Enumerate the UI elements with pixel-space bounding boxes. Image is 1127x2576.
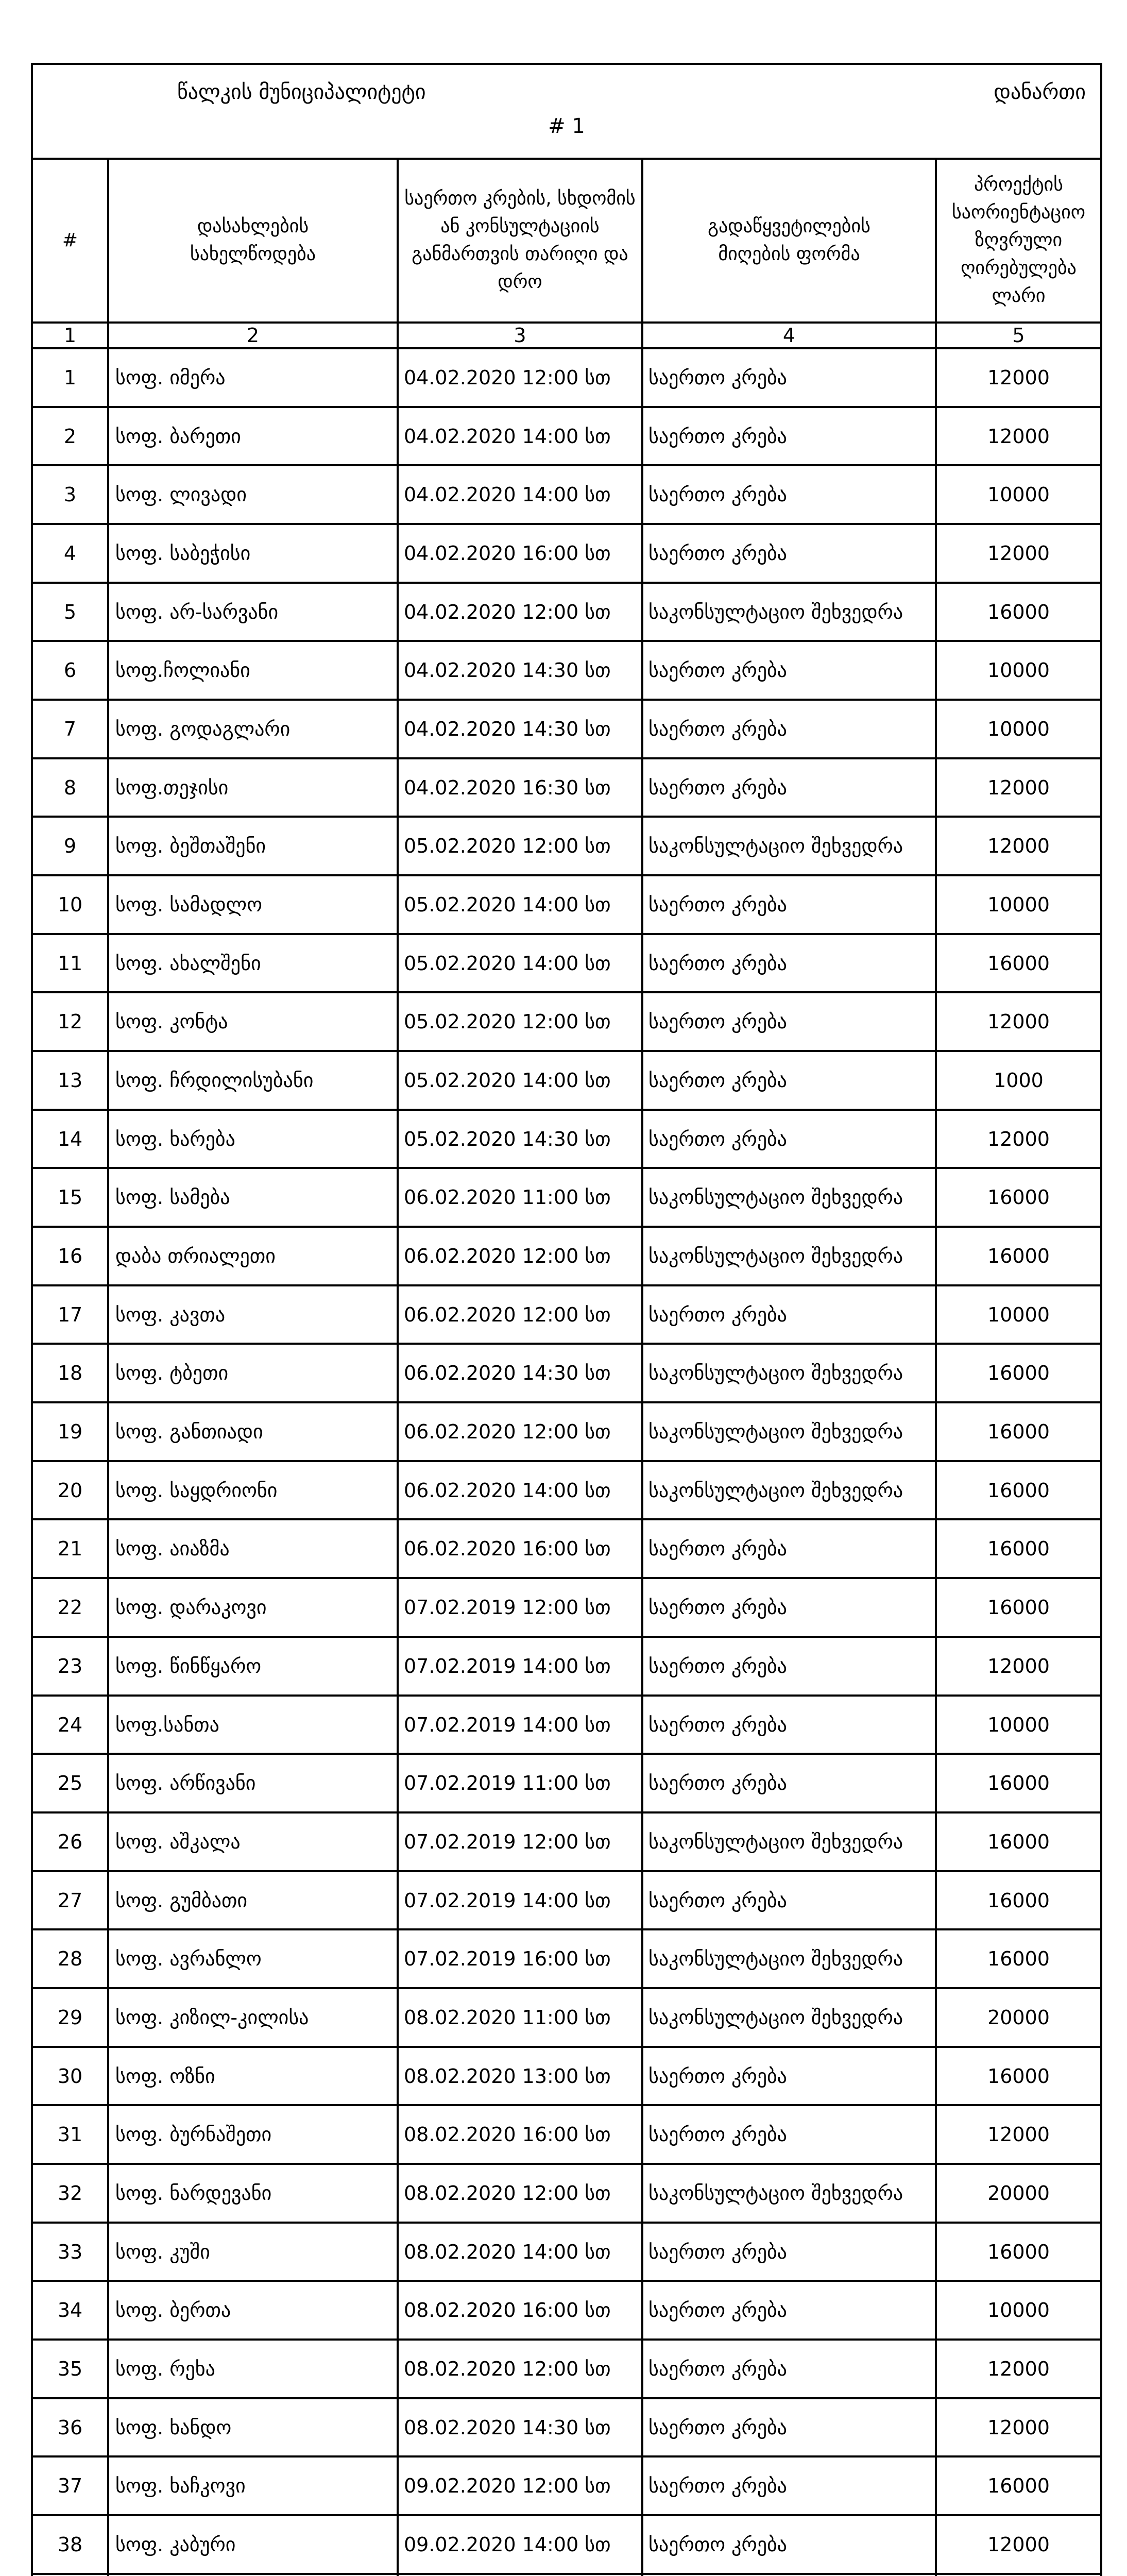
meeting-datetime: 06.02.2020 12:00 სთ <box>398 1402 642 1461</box>
row-number: 11 <box>32 934 108 992</box>
decision-form-text: საერთო კრება <box>648 2416 787 2439</box>
decision-form <box>642 1754 936 1812</box>
decision-form <box>642 1578 936 1637</box>
settlement-name: სოფ. ხანდო <box>108 2398 398 2456</box>
settlement-name: სოფ. სამადლო <box>108 875 398 934</box>
table-row <box>32 1344 1101 1402</box>
decision-form-text: საერთო კრება <box>648 718 787 740</box>
decision-form-text: საერთო კრება <box>648 1713 787 1736</box>
settlement-name: სოფ. ბერთა <box>108 2281 398 2340</box>
row-number: 2 <box>32 407 108 465</box>
project-cost: 12000 <box>936 817 1101 875</box>
row-number: 32 <box>32 2164 108 2223</box>
project-cost: 12000 <box>936 758 1101 817</box>
column-header-label: საერთო კრების, სხდომის ან კონსულტაციის განმართვის თარიღი და დრო <box>404 188 636 293</box>
decision-form <box>642 1929 936 1988</box>
decision-form <box>642 2340 936 2398</box>
decision-form <box>642 641 936 700</box>
table-row <box>32 2105 1101 2164</box>
meeting-datetime: 08.02.2020 13:00 სთ <box>398 2047 642 2105</box>
settlement-name: სოფ. ახალშენი <box>108 934 398 992</box>
table-row <box>32 875 1101 934</box>
decision-form-text: საერთო კრება <box>648 1772 787 1794</box>
row-number: 3 <box>32 465 108 524</box>
table-row <box>32 1168 1101 1227</box>
meeting-datetime <box>398 2574 642 2576</box>
meeting-datetime: 05.02.2020 12:00 სთ <box>398 817 642 875</box>
decision-form <box>642 2164 936 2223</box>
project-cost: 12000 <box>936 1637 1101 1696</box>
table-row <box>32 1519 1101 1578</box>
decision-form-text: საერთო კრება <box>648 659 787 682</box>
column-header-row <box>32 159 1101 323</box>
column-number: 4 <box>642 323 936 348</box>
decision-form <box>642 2281 936 2340</box>
row-number: 38 <box>32 2515 108 2574</box>
decision-form-text: საერთო კრება <box>648 425 787 448</box>
decision-form-text: საერთო კრება <box>648 2533 787 2556</box>
settlement-name: სოფ. არ-სარვანი <box>108 583 398 641</box>
table-row <box>32 1402 1101 1461</box>
table-row <box>32 2574 1101 2576</box>
table-row <box>32 1227 1101 1285</box>
meeting-datetime: 05.02.2020 14:00 სთ <box>398 934 642 992</box>
decision-form <box>642 934 936 992</box>
decision-form-text: საერთო კრება <box>648 483 787 506</box>
meeting-datetime: 04.02.2020 14:30 სთ <box>398 641 642 700</box>
meeting-datetime: 05.02.2020 14:00 სთ <box>398 1051 642 1110</box>
settlement-name: სოფ. რეხა <box>108 2340 398 2398</box>
settlement-name: სოფ. საყდრიონი <box>108 1461 398 1519</box>
row-number: 13 <box>32 1051 108 1110</box>
decision-form-text: საკონსულტაციო შეხვედრა <box>648 1186 903 1209</box>
decision-form <box>642 1519 936 1578</box>
meeting-datetime: 08.02.2020 16:00 სთ <box>398 2105 642 2164</box>
project-cost: 20000 <box>936 2164 1101 2223</box>
settlement-name: დაბა თრიალეთი <box>108 1227 398 1285</box>
project-cost: 16000 <box>936 934 1101 992</box>
meeting-datetime: 07.02.2019 14:00 სთ <box>398 1871 642 1929</box>
table-row <box>32 2164 1101 2223</box>
decision-form-text: საკონსულტაციო შეხვედრა <box>648 2182 903 2205</box>
decision-form-text: საერთო კრება <box>648 1010 787 1033</box>
decision-form-text: საერთო კრება <box>648 952 787 975</box>
project-cost: 16000 <box>936 1578 1101 1637</box>
meeting-datetime: 07.02.2019 14:00 სთ <box>398 1637 642 1696</box>
table-row <box>32 1285 1101 1344</box>
decision-form-text: საერთო კრება <box>648 366 787 389</box>
settlement-name: სოფ.ჩოლიანი <box>108 641 398 700</box>
meeting-datetime: 07.02.2019 12:00 სთ <box>398 1578 642 1637</box>
settlement-name: სოფ. აიაზმა <box>108 1519 398 1578</box>
project-cost: 16000 <box>936 1461 1101 1519</box>
row-number: 14 <box>32 1110 108 1168</box>
row-number: 16 <box>32 1227 108 1285</box>
meeting-datetime: 04.02.2020 14:00 სთ <box>398 465 642 524</box>
table-row <box>32 1578 1101 1637</box>
meeting-datetime: 05.02.2020 12:00 სთ <box>398 992 642 1051</box>
decision-form <box>642 2047 936 2105</box>
settlement-name: სოფ. ბეშთაშენი <box>108 817 398 875</box>
row-number: 36 <box>32 2398 108 2456</box>
decision-form <box>642 1871 936 1929</box>
column-number: 3 <box>398 323 642 348</box>
table-row <box>32 1637 1101 1696</box>
table-row <box>32 524 1101 583</box>
decision-form-text: საკონსულტაციო შეხვედრა <box>648 835 903 857</box>
municipality-title: წალკის მუნიციპალიტეტი <box>177 80 426 104</box>
decision-form-text: საერთო კრება <box>648 2299 787 2321</box>
table-row <box>32 758 1101 817</box>
project-cost: 10000 <box>936 465 1101 524</box>
project-cost: 12000 <box>936 407 1101 465</box>
meeting-datetime: 07.02.2019 14:00 სთ <box>398 1696 642 1754</box>
row-number: 37 <box>32 2456 108 2515</box>
column-number: 2 <box>108 323 398 348</box>
decision-form-text: საერთო კრება <box>648 1537 787 1560</box>
meeting-datetime: 06.02.2020 16:00 სთ <box>398 1519 642 1578</box>
project-cost: 12000 <box>936 524 1101 583</box>
meeting-datetime: 08.02.2020 12:00 სთ <box>398 2164 642 2223</box>
settlement-name: სოფ. დარაკოვი <box>108 1578 398 1637</box>
row-number: 28 <box>32 1929 108 1988</box>
settlement-name: სოფ. წინწყარო <box>108 1637 398 1696</box>
settlement-name: სოფ.სანთა <box>108 1696 398 1754</box>
row-number: 33 <box>32 2223 108 2281</box>
decision-form-text: საერთო კრება <box>648 1655 787 1677</box>
meeting-datetime: 08.02.2020 16:00 სთ <box>398 2281 642 2340</box>
project-cost: 12000 <box>936 2105 1101 2164</box>
decision-form <box>642 524 936 583</box>
row-number: 6 <box>32 641 108 700</box>
table-row <box>32 2456 1101 2515</box>
settlement-name: სოფ. ჩრდილისუბანი <box>108 1051 398 1110</box>
decision-form-text: საერთო კრება <box>648 2064 787 2088</box>
settlement-name: სოფ. გოდაგლარი <box>108 700 398 758</box>
appendix-label: დანართი <box>994 80 1086 104</box>
decision-form-text: საერთო კრება <box>648 1596 787 1619</box>
meeting-datetime: 04.02.2020 16:00 სთ <box>398 524 642 583</box>
decision-form-text: საკონსულტაციო შეხვედრა <box>648 1831 903 1853</box>
table-row <box>32 2340 1101 2398</box>
meeting-datetime: 06.02.2020 12:00 სთ <box>398 1285 642 1344</box>
meeting-datetime: 04.02.2020 16:30 სთ <box>398 758 642 817</box>
decision-form-text: საკონსულტაციო შეხვედრა <box>648 1479 903 1502</box>
table-row <box>32 1461 1101 1519</box>
project-cost: 12000 <box>936 348 1101 407</box>
decision-form-text: საერთო კრება <box>648 1127 787 1150</box>
decision-form-text: საერთო კრება <box>648 1303 787 1326</box>
decision-form-text: საერთო კრება <box>648 893 787 916</box>
decision-form-text: საკონსულტაციო შეხვედრა <box>648 2006 903 2029</box>
column-number: 1 <box>32 323 108 348</box>
column-header <box>108 159 398 323</box>
row-number: 21 <box>32 1519 108 1578</box>
row-number <box>32 2574 108 2576</box>
row-number: 22 <box>32 1578 108 1637</box>
project-cost: 16000 <box>936 1929 1101 1988</box>
table-row <box>32 1812 1101 1871</box>
project-cost: 12000 <box>936 992 1101 1051</box>
table-row <box>32 1754 1101 1812</box>
row-number: 34 <box>32 2281 108 2340</box>
decision-form <box>642 1988 936 2047</box>
meeting-datetime: 08.02.2020 12:00 სთ <box>398 2340 642 2398</box>
appendix-number: # 1 <box>548 114 585 138</box>
settlement-name: სოფ. ტბეთი <box>108 1344 398 1402</box>
decision-form <box>642 1227 936 1285</box>
decision-form <box>642 1285 936 1344</box>
meeting-datetime: 06.02.2020 12:00 სთ <box>398 1227 642 1285</box>
table-row <box>32 2047 1101 2105</box>
decision-form <box>642 1461 936 1519</box>
project-cost: 10000 <box>936 2281 1101 2340</box>
meeting-datetime: 06.02.2020 14:30 სთ <box>398 1344 642 1402</box>
settlement-name: სოფ. ხარება <box>108 1110 398 1168</box>
project-cost: 16000 <box>936 1227 1101 1285</box>
title-cell <box>32 64 1101 159</box>
decision-form <box>642 2456 936 2515</box>
settlement-name: სოფ. კავთა <box>108 1285 398 1344</box>
meeting-datetime: 06.02.2020 14:00 სთ <box>398 1461 642 1519</box>
row-number: 10 <box>32 875 108 934</box>
row-number: 30 <box>32 2047 108 2105</box>
row-number: 5 <box>32 583 108 641</box>
decision-form <box>642 583 936 641</box>
table-row <box>32 465 1101 524</box>
project-cost: 16000 <box>936 1812 1101 1871</box>
settlement-name: სოფ. ნარდევანი <box>108 2164 398 2223</box>
project-cost: 12000 <box>936 2398 1101 2456</box>
table-row <box>32 700 1101 758</box>
decision-form <box>642 1344 936 1402</box>
decision-form <box>642 817 936 875</box>
table-row <box>32 1696 1101 1754</box>
table-row <box>32 2398 1101 2456</box>
column-header-label: დასახლების სახელწოდება <box>190 216 316 265</box>
settlement-name: სოფ. კუში <box>108 2223 398 2281</box>
row-number: 26 <box>32 1812 108 1871</box>
decision-form <box>642 1168 936 1227</box>
project-cost: 12000 <box>936 2515 1101 2574</box>
project-cost <box>936 2574 1101 2576</box>
decision-form <box>642 1637 936 1696</box>
decision-form-text: საერთო კრება <box>648 2475 787 2497</box>
decision-form <box>642 1696 936 1754</box>
decision-form <box>642 2515 936 2574</box>
decision-form <box>642 1812 936 1871</box>
row-number: 12 <box>32 992 108 1051</box>
meeting-datetime: 08.02.2020 11:00 სთ <box>398 1988 642 2047</box>
decision-form <box>642 2105 936 2164</box>
settlement-name: სოფ. საბეჭისი <box>108 524 398 583</box>
decision-form <box>642 1051 936 1110</box>
row-number: 18 <box>32 1344 108 1402</box>
decision-form-text: საკონსულტაციო შეხვედრა <box>648 1947 903 1970</box>
meeting-datetime: 09.02.2020 12:00 სთ <box>398 2456 642 2515</box>
column-header <box>642 159 936 323</box>
settlement-name: სოფ. არწივანი <box>108 1754 398 1812</box>
meeting-datetime: 06.02.2020 11:00 სთ <box>398 1168 642 1227</box>
column-header <box>936 159 1101 323</box>
decision-form-text: საკონსულტაციო შეხვედრა <box>648 600 903 623</box>
decision-form-text: საერთო კრება <box>648 542 787 565</box>
settlement-name <box>108 2574 398 2576</box>
meeting-datetime: 04.02.2020 12:00 სთ <box>398 348 642 407</box>
decision-form-text: საკონსულტაციო შეხვედრა <box>648 1362 903 1384</box>
table-row <box>32 2281 1101 2340</box>
table-row <box>32 934 1101 992</box>
row-number: 25 <box>32 1754 108 1812</box>
decision-form <box>642 1110 936 1168</box>
project-cost: 20000 <box>936 1988 1101 2047</box>
settlement-name: სოფ. ლივადი <box>108 465 398 524</box>
meeting-datetime: 08.02.2020 14:30 სთ <box>398 2398 642 2456</box>
table-row <box>32 992 1101 1051</box>
decision-form-text: საკონსულტაციო შეხვედრა <box>648 1420 903 1443</box>
table-row <box>32 1051 1101 1110</box>
row-number: 15 <box>32 1168 108 1227</box>
table-row <box>32 348 1101 407</box>
project-cost: 16000 <box>936 583 1101 641</box>
settlement-name: სოფ. ბურნაშეთი <box>108 2105 398 2164</box>
meeting-datetime: 07.02.2019 16:00 სთ <box>398 1929 642 1988</box>
table-row <box>32 2515 1101 2574</box>
row-number: 4 <box>32 524 108 583</box>
project-cost: 12000 <box>936 1110 1101 1168</box>
project-cost: 16000 <box>936 1344 1101 1402</box>
settlement-name: სოფ. ოზნი <box>108 2047 398 2105</box>
decision-form <box>642 407 936 465</box>
project-cost: 16000 <box>936 1168 1101 1227</box>
meeting-datetime: 04.02.2020 12:00 სთ <box>398 583 642 641</box>
column-header-label: პროექტის საორიენტაციო ზღვრული ღირებულება ლარი <box>951 174 1086 307</box>
column-header <box>32 159 108 323</box>
project-cost: 10000 <box>936 875 1101 934</box>
decision-form <box>642 758 936 817</box>
project-cost: 12000 <box>936 2340 1101 2398</box>
project-cost: 16000 <box>936 1402 1101 1461</box>
project-cost: 10000 <box>936 1285 1101 1344</box>
meeting-datetime: 04.02.2020 14:30 სთ <box>398 700 642 758</box>
decision-form-text: საერთო კრება <box>648 2123 787 2146</box>
table-row <box>32 817 1101 875</box>
table-row <box>32 1871 1101 1929</box>
decision-form-text: საერთო კრება <box>648 2240 787 2263</box>
meeting-datetime: 09.02.2020 14:00 სთ <box>398 2515 642 2574</box>
table-row <box>32 1988 1101 2047</box>
settlement-name: სოფ.თეჯისი <box>108 758 398 817</box>
decision-form <box>642 992 936 1051</box>
row-number: 9 <box>32 817 108 875</box>
row-number: 27 <box>32 1871 108 1929</box>
meeting-datetime: 05.02.2020 14:30 სთ <box>398 1110 642 1168</box>
decision-form-text: საერთო კრება <box>648 2358 787 2380</box>
meeting-datetime: 08.02.2020 14:00 სთ <box>398 2223 642 2281</box>
decision-form-text: საერთო კრება <box>648 1889 787 1912</box>
settlement-name: სოფ. ხაჩკოვი <box>108 2456 398 2515</box>
table-row <box>32 641 1101 700</box>
project-cost: 16000 <box>936 2223 1101 2281</box>
column-number: 5 <box>936 323 1101 348</box>
project-cost: 16000 <box>936 1871 1101 1929</box>
decision-form <box>642 875 936 934</box>
settlement-name: სოფ. გუმბათი <box>108 1871 398 1929</box>
table-row <box>32 1929 1101 1988</box>
table-row <box>32 2223 1101 2281</box>
column-header-label: გადაწყვეტილების მიღების ფორმა <box>708 216 870 265</box>
project-cost: 16000 <box>936 2047 1101 2105</box>
decision-form <box>642 2398 936 2456</box>
row-number: 24 <box>32 1696 108 1754</box>
settlement-name: სოფ. იმერა <box>108 348 398 407</box>
village-meetings-table <box>31 63 1102 2576</box>
row-number: 19 <box>32 1402 108 1461</box>
row-number: 23 <box>32 1637 108 1696</box>
decision-form <box>642 1402 936 1461</box>
decision-form-text: საერთო კრება <box>648 1069 787 1092</box>
project-cost: 10000 <box>936 641 1101 700</box>
project-cost: 1000 <box>936 1051 1101 1110</box>
row-number: 8 <box>32 758 108 817</box>
project-cost: 10000 <box>936 700 1101 758</box>
settlement-name: სოფ. ბარეთი <box>108 407 398 465</box>
decision-form-text: საერთო კრება <box>648 776 787 799</box>
settlement-name: სოფ. განთიადი <box>108 1402 398 1461</box>
decision-form-text: საკონსულტაციო შეხვედრა <box>648 1245 903 1267</box>
settlement-name: სოფ. კიზილ-კილისა <box>108 1988 398 2047</box>
row-number: 31 <box>32 2105 108 2164</box>
project-cost: 16000 <box>936 2456 1101 2515</box>
row-number: 1 <box>32 348 108 407</box>
settlement-name: სოფ. კონტა <box>108 992 398 1051</box>
table-row <box>32 407 1101 465</box>
meeting-datetime: 04.02.2020 14:00 სთ <box>398 407 642 465</box>
row-number: 35 <box>32 2340 108 2398</box>
decision-form <box>642 2574 936 2576</box>
settlement-name: სოფ. ავრანლო <box>108 1929 398 1988</box>
table-row <box>32 583 1101 641</box>
project-cost: 16000 <box>936 1754 1101 1812</box>
project-cost: 10000 <box>936 1696 1101 1754</box>
meeting-datetime: 05.02.2020 14:00 სთ <box>398 875 642 934</box>
settlement-name: სოფ. სამება <box>108 1168 398 1227</box>
project-cost: 16000 <box>936 1519 1101 1578</box>
settlement-name: სოფ. კაბური <box>108 2515 398 2574</box>
column-header <box>398 159 642 323</box>
column-number-row <box>32 323 1101 348</box>
row-number: 7 <box>32 700 108 758</box>
settlement-name: სოფ. აშკალა <box>108 1812 398 1871</box>
table-row <box>32 1110 1101 1168</box>
meeting-datetime: 07.02.2019 12:00 სთ <box>398 1812 642 1871</box>
decision-form <box>642 2223 936 2281</box>
decision-form <box>642 348 936 407</box>
title-row <box>32 64 1101 159</box>
meeting-datetime: 07.02.2019 11:00 სთ <box>398 1754 642 1812</box>
row-number: 17 <box>32 1285 108 1344</box>
column-header-label: # <box>62 230 78 251</box>
row-number: 29 <box>32 1988 108 2047</box>
row-number: 20 <box>32 1461 108 1519</box>
decision-form <box>642 465 936 524</box>
appendix-table-sheet <box>31 63 1100 2576</box>
decision-form <box>642 700 936 758</box>
